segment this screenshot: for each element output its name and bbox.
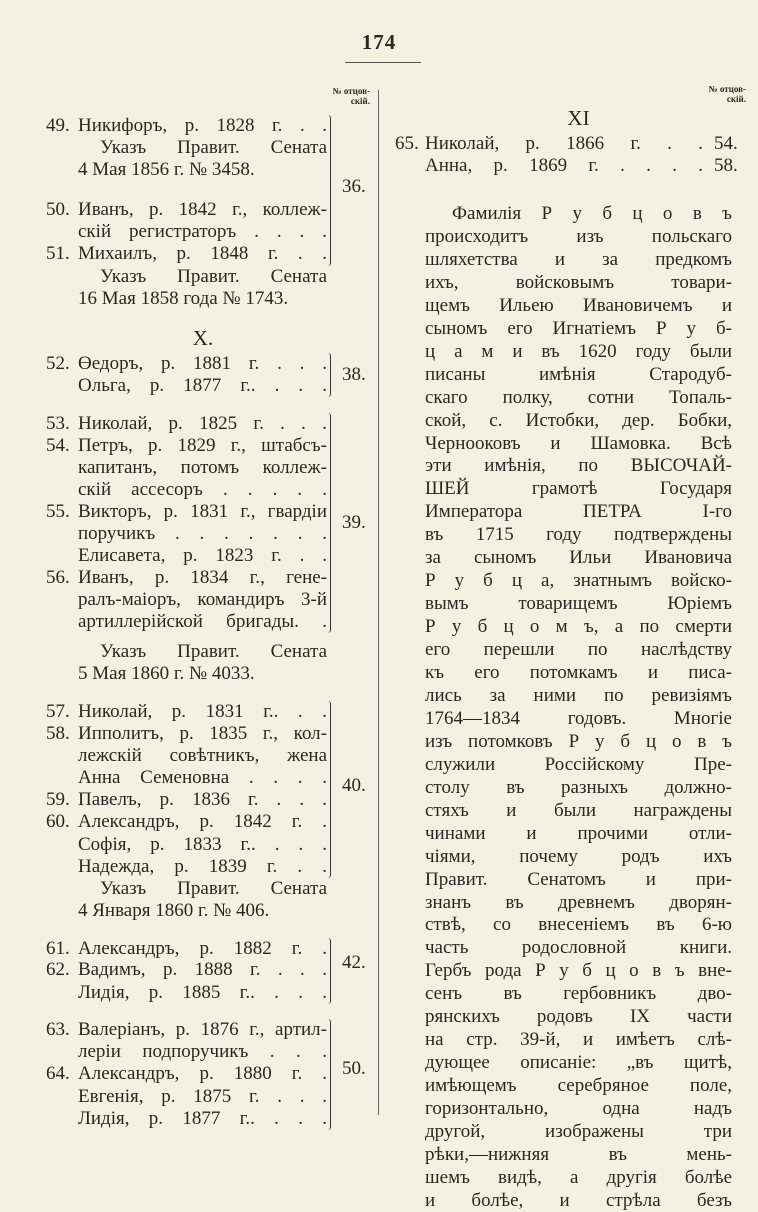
entry-number: 57. [46, 701, 70, 722]
entry-number: 55. [46, 501, 70, 522]
paragraph-line: другой, изображены три [425, 1121, 732, 1142]
father-ref-number: 50. [342, 1058, 366, 1079]
paragraph-line: 1764—1834 годовъ. Многіе [425, 707, 732, 729]
paragraph-line: въ 1715 году подтверждены [425, 524, 732, 546]
paragraph-line: къ его потомкамъ и писа- [425, 662, 732, 683]
header-rule [345, 62, 421, 63]
entry-line: Надежда, р. 1839 г. . . [78, 856, 327, 877]
section-heading: X. [192, 326, 214, 350]
paragraph-line: и болѣе, и стрѣла безъ [425, 1189, 732, 1211]
paragraph-line: Чернооковъ и Шамовка. Всѣ [425, 432, 732, 454]
entry-line: Ипполитъ, р. 1835 г., кол- [78, 723, 327, 744]
paragraph-line: скаго полку, сотни Топаль- [425, 386, 732, 408]
entry-line: Указъ Правит. Сената [100, 137, 327, 158]
entry-line: Николай, р. 1866 г. . . [425, 133, 703, 154]
entry-line: Лидія, р. 1877 г.. . . . [78, 1108, 327, 1129]
entry-line: Софія, р. 1833 г.. . . . [78, 834, 327, 855]
paragraph-line: ц а м и въ 1620 году были [425, 340, 732, 362]
entry-line: Указъ Правит. Сената [100, 641, 327, 662]
entry-line: скій регистраторъ . . . . [78, 221, 327, 242]
entry-number: 62. [46, 959, 70, 980]
paragraph-line: дующее описаніе: „въ щитѣ, [425, 1052, 732, 1074]
entry-line: Никифоръ, р. 1828 г. . . [78, 115, 327, 136]
entry-line: Өедоръ, р. 1881 г. . . . [78, 353, 327, 374]
entry-line: Иванъ, р. 1834 г., гене- [78, 567, 327, 588]
entry-number: 49. [46, 115, 70, 136]
brace [327, 938, 331, 1004]
entry-line: 4 Января 1860 г. № 406. [78, 900, 270, 921]
entry-line: Михаилъ, р. 1848 г. . . [78, 243, 327, 264]
entry-line: Ольга, р. 1877 г.. . . . [78, 375, 327, 396]
paragraph-line: изъ потомковъ Р у б ц о в ъ [425, 730, 732, 752]
entry-line: Елисавета, р. 1823 г. . . [78, 545, 327, 566]
entry-line: Павелъ, р. 1836 г. . . . [78, 789, 327, 810]
entry-line: Указъ Правит. Сената [100, 878, 327, 899]
entry-number: 56. [46, 567, 70, 588]
paragraph-line: чіями, почему родъ ихъ [425, 845, 732, 867]
entry-line: Вадимъ, р. 1888 г. . . . [78, 959, 327, 980]
entry-line: Лидія, р. 1885 г.. . . . [78, 982, 327, 1003]
paragraph-line: Р у б ц о м ъ, а по смерти [425, 616, 732, 638]
father-ref-number: 38. [342, 364, 366, 385]
paragraph-line: чинами и прочими отли- [425, 822, 732, 844]
paragraph-line: ской, с. Истобки, дер. Бобки, [425, 409, 732, 431]
entry-line: артиллерійской бригады. . [78, 611, 327, 632]
entry-line: Анна, р. 1869 г. . . . . [425, 155, 703, 176]
paragraph-line: писаны имѣнія Стародуб- [425, 363, 732, 385]
paragraph-line: происходитъ изъ польскаго [425, 225, 732, 247]
entry-number: 50. [46, 199, 70, 220]
entry-number: 61. [46, 938, 70, 959]
brace [327, 115, 331, 266]
paragraph-line: горизонтально, одна надъ [425, 1098, 732, 1120]
paragraph-line: часть родословной книги. [425, 937, 732, 959]
father-ref-number: 40. [342, 775, 366, 796]
entry-line: поручикъ . . . . . . . [78, 523, 327, 544]
entry-line: 5 Мая 1860 г. № 4033. [78, 663, 255, 684]
paragraph-line: Р у б ц а, знатнымъ войско- [425, 570, 732, 592]
father-ref-number: 36. [342, 176, 366, 197]
section-heading: XI [567, 106, 590, 130]
paragraph-line: эти имѣнія, по ВЫСОЧАЙ- [425, 455, 732, 477]
entry-number: 63. [46, 1019, 70, 1040]
entry-number: 51. [46, 243, 70, 264]
paragraph-line: рѣки,—нижняя въ мень- [425, 1143, 732, 1165]
entry-line: леріи подпоручикъ . . . [78, 1041, 327, 1062]
page-number: 174 [361, 30, 397, 54]
entry-number: 54. [46, 435, 70, 456]
paragraph-line: Гербъ рода Р у б ц о в ъ вне- [425, 960, 732, 982]
right-column-header [694, 84, 746, 104]
entry-number: 65. [395, 133, 419, 154]
column-header-line2: скій. [726, 94, 746, 104]
entry-line: капитанъ, потомъ коллеж- [78, 457, 327, 478]
father-ref-number: 58. [714, 155, 738, 176]
father-ref-number: 54. [714, 133, 738, 154]
entry-line: 16 Мая 1858 года № 1743. [78, 288, 289, 309]
paragraph-line: столу въ разныхъ должно- [425, 776, 732, 798]
paragraph-line: щемъ Ильею Ивановичемъ и [425, 294, 732, 316]
entry-line: Александръ, р. 1880 г. . [78, 1063, 327, 1084]
column-divider [378, 90, 379, 1115]
brace [327, 413, 331, 633]
paragraph-line: стяхъ и были награждены [425, 799, 732, 821]
paragraph-line: вымъ товарищемъ Юріемъ [425, 593, 732, 615]
entry-number: 53. [46, 413, 70, 434]
entry-line: Александръ, р. 1882 г. . [78, 938, 327, 959]
paragraph-line: шляхетства и за предкомъ [425, 248, 732, 270]
paragraph-line: ствѣ, со внесеніемъ въ 6-ю [425, 914, 732, 936]
paragraph-line: рянскихъ родовъ IX части [425, 1006, 732, 1028]
paragraph-line: Фамилія Р у б ц о в ъ [452, 203, 732, 224]
paragraph-line: имѣющемъ серебряное поле, [425, 1075, 732, 1097]
entry-line: Евгенія, р. 1875 г. . . . [78, 1086, 327, 1107]
paragraph-line: сыномъ его Игнатіемъ Р у б- [425, 317, 732, 339]
paragraph-line: сенъ въ гербовникъ дво- [425, 983, 732, 1005]
paragraph-line: Правит. Сенатомъ и при- [425, 868, 732, 890]
entry-line: Николай, р. 1825 г. . . . [78, 413, 327, 434]
entry-number: 60. [46, 811, 70, 832]
paragraph-line: знанъ въ древнемъ дворян- [425, 891, 732, 913]
entry-line: 4 Мая 1856 г. № 3458. [78, 159, 255, 180]
entry-number: 58. [46, 723, 70, 744]
paragraph-line: ШЕЙ грамотѣ Государя [425, 478, 732, 500]
brace [327, 701, 331, 878]
entry-number: 64. [46, 1063, 70, 1084]
paragraph-line: его перешли по наслѣдству [425, 639, 732, 661]
entry-line: Николай, р. 1831 г.. . . [78, 701, 327, 722]
father-ref-number: 39. [342, 512, 366, 533]
entry-line: Викторъ, р. 1831 г., гвардіи [78, 501, 327, 522]
entry-line: Петръ, р. 1829 г., штабсъ- [78, 435, 327, 456]
brace [327, 353, 331, 397]
paragraph-line: на стр. 39-й, и имѣетъ слѣ- [425, 1029, 732, 1051]
column-header-line1: № отцов- [708, 84, 746, 94]
entry-line: Александръ, р. 1842 г. . [78, 811, 327, 832]
brace [327, 1019, 331, 1130]
paragraph-line: Императора ПЕТРА I-го [425, 501, 732, 523]
column-header-line1: № отцов- [332, 86, 370, 96]
entry-line: Указъ Правит. Сената [100, 266, 327, 287]
column-header-line2: скій. [350, 96, 370, 106]
entry-line: лежскій совѣтникъ, жена [78, 745, 327, 766]
entry-number: 52. [46, 353, 70, 374]
paragraph-line: лись за ними по ревизіямъ [425, 684, 732, 706]
entry-number: 59. [46, 789, 70, 810]
paragraph-line: ихъ, войсковымъ товари- [425, 271, 732, 293]
entry-line: Иванъ, р. 1842 г., коллеж- [78, 199, 327, 220]
paragraph-line: за сыномъ Ильи Ивановича [425, 547, 732, 569]
entry-line: скій ассесоръ . . . . . [78, 479, 327, 500]
left-column-header [322, 86, 370, 106]
father-ref-number: 42. [342, 952, 366, 973]
entry-line: Валеріанъ, р. 1876 г., артил- [78, 1019, 327, 1040]
entry-line: Анна Семеновна . . . . [78, 767, 327, 788]
paragraph-line: служили Россійскому Пре- [425, 753, 732, 775]
entry-line: ралъ-маіоръ, командиръ 3-й [78, 589, 327, 610]
paragraph-line: шемъ видѣ, а другія болѣе [425, 1166, 732, 1188]
